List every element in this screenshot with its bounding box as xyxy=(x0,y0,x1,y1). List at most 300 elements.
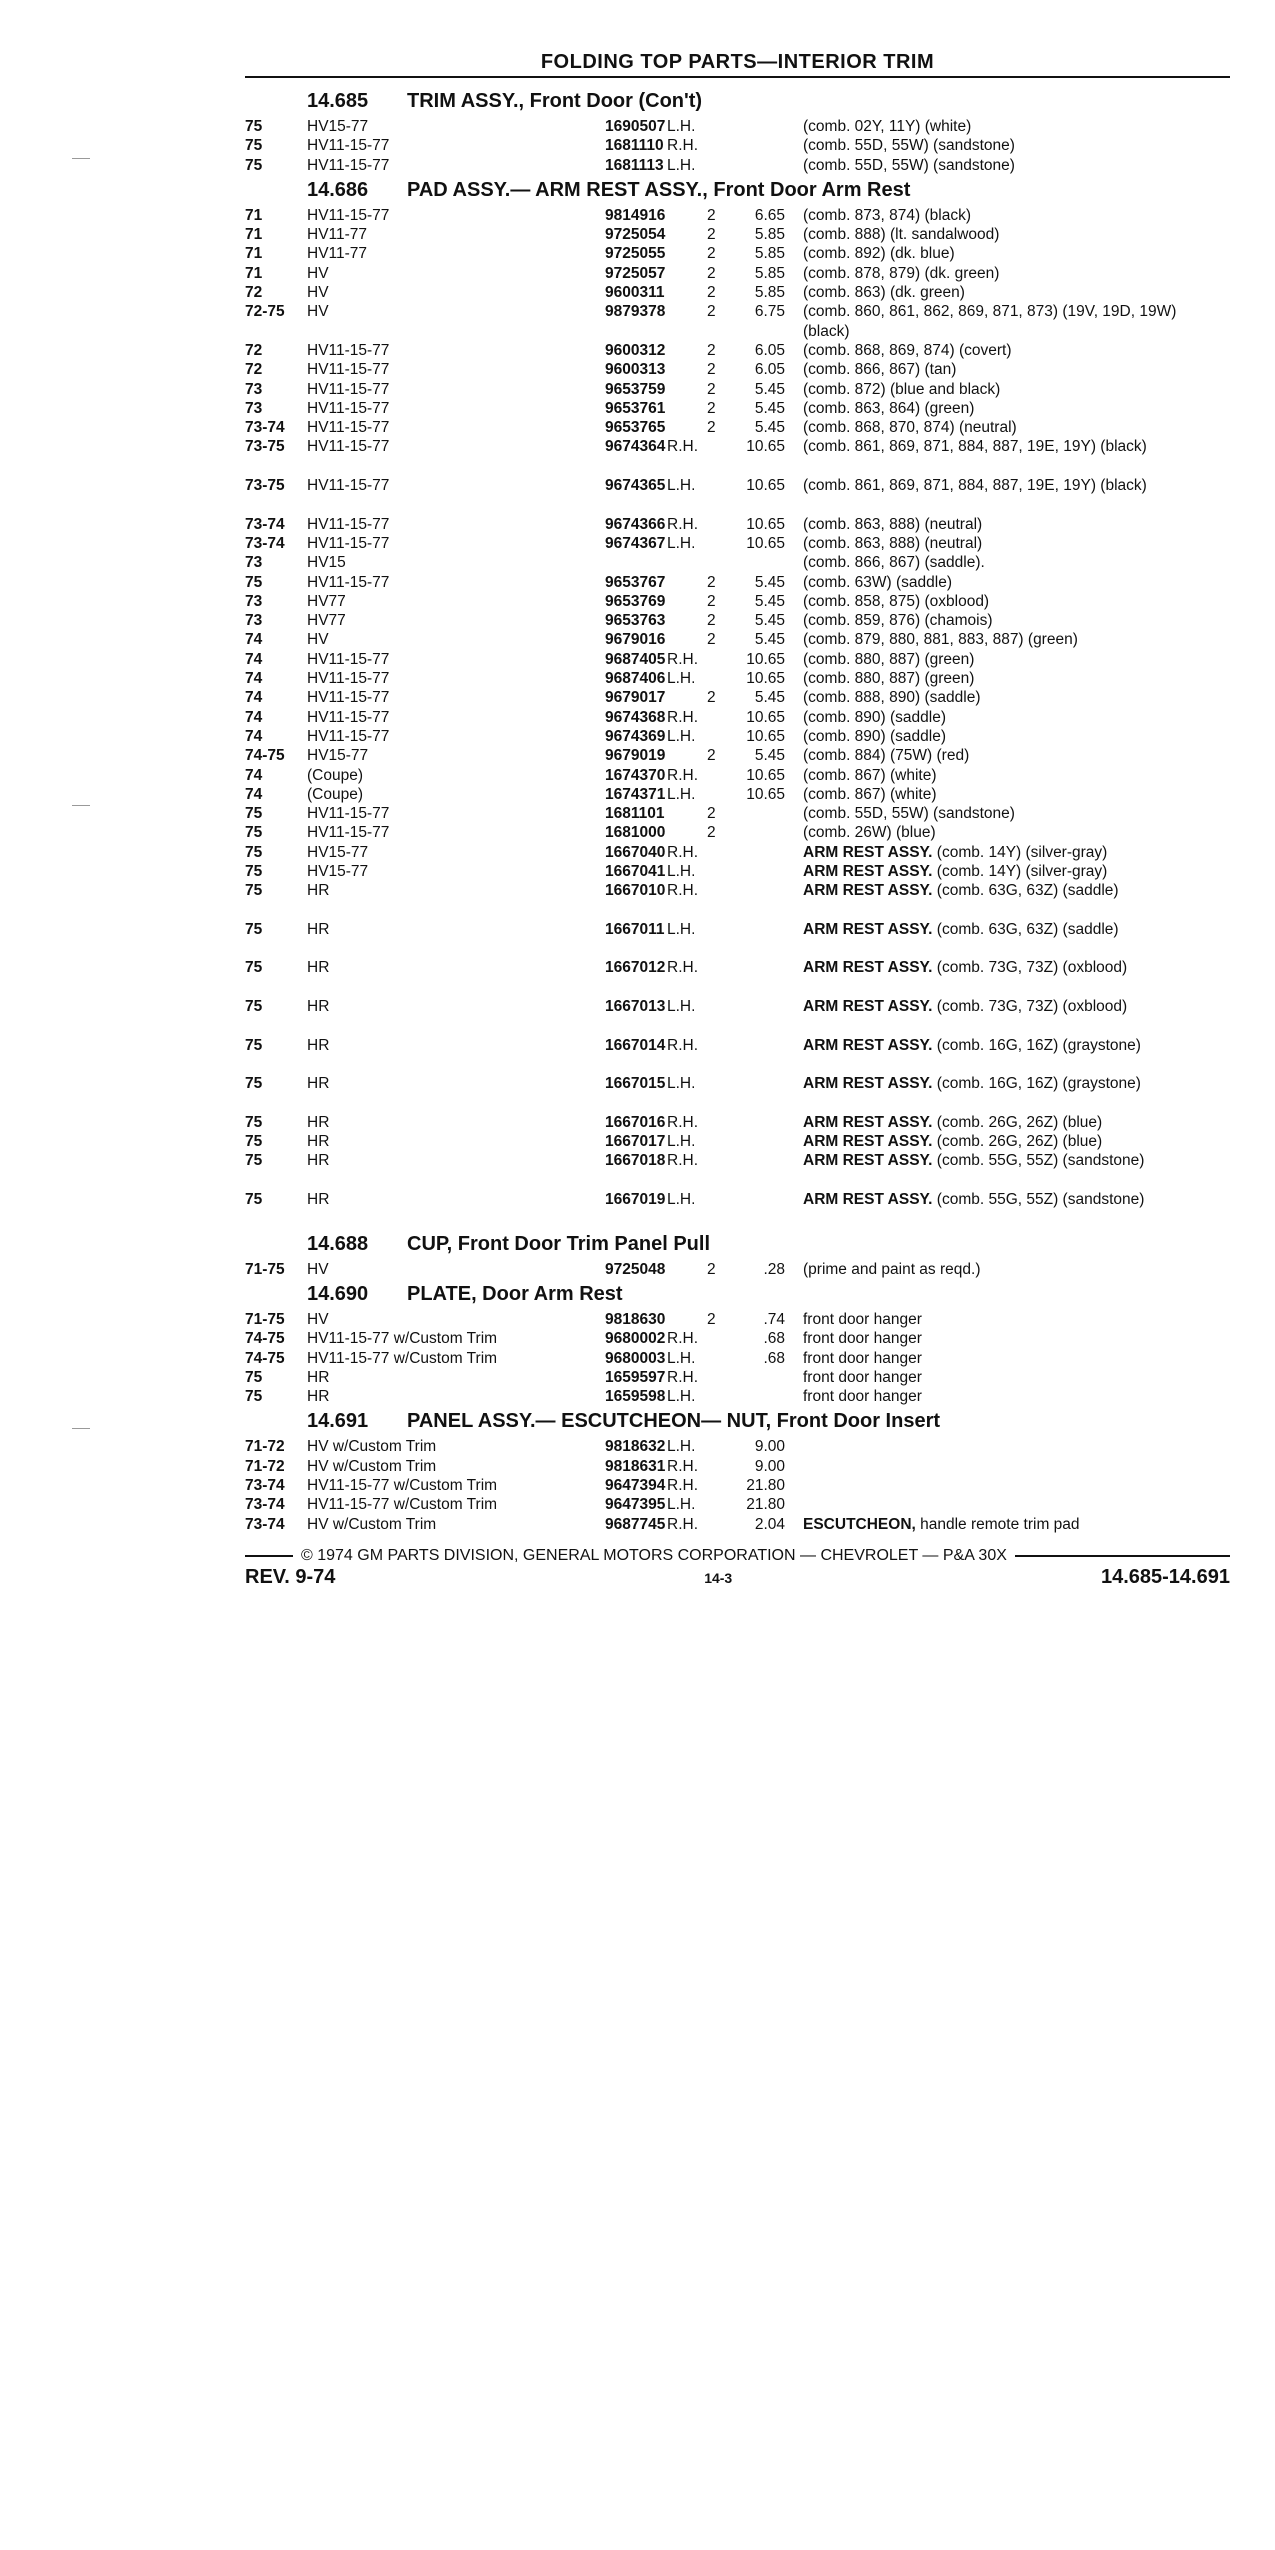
model-year: 75 xyxy=(245,1075,263,1093)
price xyxy=(731,1113,785,1132)
emphasis-text: ARM REST ASSY. xyxy=(803,843,933,861)
model-text: HV77 xyxy=(307,612,350,629)
part-row xyxy=(245,650,1230,669)
part-number: 1667011 xyxy=(605,920,665,938)
part-row xyxy=(245,1151,1230,1190)
model-code xyxy=(307,206,605,225)
part-number: 9818632 xyxy=(605,1438,666,1456)
part-row xyxy=(245,244,1230,263)
description xyxy=(803,117,1230,136)
model-year: 71 xyxy=(245,206,263,224)
quantity xyxy=(707,117,731,136)
side-label: R.H. xyxy=(667,1457,698,1475)
part-number: 1674371 xyxy=(605,785,666,803)
model-year: 71-75 xyxy=(245,1260,285,1278)
price: 6.05 xyxy=(754,361,785,379)
model-year: 71-75 xyxy=(245,1310,285,1328)
description-text: (comb. 863) (dk. green) xyxy=(803,284,969,301)
margin-mark-mid xyxy=(72,805,90,806)
emphasis-text: ARM REST ASSY. xyxy=(803,1036,933,1054)
part-row xyxy=(245,302,1230,341)
model-year: 72 xyxy=(245,284,263,302)
description-text: ARM REST ASSY. (comb. 63G, 63Z) (saddle) xyxy=(803,921,1123,938)
description-text: (comb. 880, 887) (green) xyxy=(803,651,978,668)
description xyxy=(803,399,1230,418)
price: 10.65 xyxy=(746,477,785,495)
model-year: 74 xyxy=(245,708,263,726)
part-number: 9653767 xyxy=(605,573,666,591)
model-code xyxy=(307,688,605,707)
price xyxy=(731,862,785,881)
emphasis-text: ARM REST ASSY. xyxy=(803,862,933,880)
part-row xyxy=(245,630,1230,649)
part-number: 9674364 xyxy=(605,438,666,456)
side-label: R.H. xyxy=(667,1113,698,1131)
description-text: ARM REST ASSY. (comb. 14Y) (silver-gray) xyxy=(803,863,1111,880)
description-text: ARM REST ASSY. (comb. 26G, 26Z) (blue) xyxy=(803,1133,1106,1150)
model-text: HV11-15-77 xyxy=(307,689,393,706)
quantity: 2 xyxy=(707,361,716,379)
quantity xyxy=(707,708,731,727)
part-number: 1667016 xyxy=(605,1113,666,1131)
quantity xyxy=(707,156,731,175)
model-text: HV11-15-77 xyxy=(307,400,393,417)
model-code xyxy=(307,785,605,804)
model-text: HV15-77 xyxy=(307,863,372,880)
description-text: front door hanger xyxy=(803,1330,926,1347)
description xyxy=(803,1476,1230,1495)
description-text: (comb. 859, 876) (chamois) xyxy=(803,612,997,629)
model-text: HV11-15-77 xyxy=(307,824,393,841)
part-number: 9725054 xyxy=(605,226,666,244)
description-text: front door hanger xyxy=(803,1350,926,1367)
model-year: 74 xyxy=(245,631,263,649)
price: .68 xyxy=(763,1330,785,1348)
model-year: 75 xyxy=(245,862,263,880)
model-text: HR xyxy=(307,1369,333,1386)
quantity xyxy=(707,476,731,515)
page-title: FOLDING TOP PARTS—INTERIOR TRIM xyxy=(540,51,935,73)
part-number: 9674366 xyxy=(605,515,666,533)
price xyxy=(731,1074,785,1113)
side-label: L.H. xyxy=(667,477,696,495)
header-rule xyxy=(245,76,1230,78)
description xyxy=(803,746,1230,765)
side-label: L.H. xyxy=(667,534,696,552)
side-label: L.H. xyxy=(667,118,696,135)
part-row xyxy=(245,1190,1230,1229)
description-text: (comb. 860, 861, 862, 869, 871, 873) (19V, 19D, 19W) (black) xyxy=(803,303,1177,340)
description xyxy=(803,592,1230,611)
side-label: L.H. xyxy=(667,156,696,174)
description xyxy=(803,341,1230,360)
part-row xyxy=(245,206,1230,225)
description xyxy=(803,804,1230,823)
model-code xyxy=(307,264,605,283)
part-number: 9653761 xyxy=(605,399,666,417)
description xyxy=(803,534,1230,553)
quantity: 2 xyxy=(707,419,716,437)
part-row xyxy=(245,437,1230,476)
price: 6.75 xyxy=(754,303,785,321)
description-text: (comb. 888, 890) (saddle) xyxy=(803,689,984,706)
price xyxy=(731,1151,785,1190)
part-number: 9725055 xyxy=(605,245,666,263)
quantity xyxy=(707,1437,731,1456)
description-text: ARM REST ASSY. (comb. 26G, 26Z) (blue) xyxy=(803,1114,1106,1131)
model-code xyxy=(307,669,605,688)
model-year: 74-75 xyxy=(245,1330,285,1348)
quantity: 2 xyxy=(707,824,716,842)
description xyxy=(803,283,1230,302)
model-year: 71 xyxy=(245,264,263,282)
part-number: 1681000 xyxy=(605,824,666,842)
section-title: PLATE, Door Arm Rest xyxy=(407,1282,623,1305)
price xyxy=(731,823,785,842)
description xyxy=(803,360,1230,379)
model-code xyxy=(307,1349,605,1368)
quantity xyxy=(707,650,731,669)
side-label: L.H. xyxy=(667,998,696,1016)
price xyxy=(731,881,785,920)
quantity xyxy=(707,766,731,785)
model-code xyxy=(307,573,605,592)
description-text: (comb. 867) (white) xyxy=(803,767,941,784)
description-text: ARM REST ASSY. (comb. 63G, 63Z) (saddle) xyxy=(803,882,1123,899)
model-code xyxy=(307,136,605,155)
quantity xyxy=(707,1476,731,1495)
description xyxy=(803,1495,1230,1514)
quantity xyxy=(707,862,731,881)
description xyxy=(803,1074,1230,1113)
model-year: 73-74 xyxy=(245,1477,285,1494)
model-text: HV xyxy=(307,265,333,282)
model-year: 74 xyxy=(245,670,263,688)
price xyxy=(731,117,785,136)
part-number: 9879378 xyxy=(605,303,666,321)
description xyxy=(803,1260,1230,1279)
side-label: L.H. xyxy=(667,1388,696,1406)
side-label xyxy=(667,264,707,283)
model-text: HV77 xyxy=(307,593,350,610)
description-text: (comb. 26W) (blue) xyxy=(803,824,940,841)
model-year: 71-72 xyxy=(245,1457,285,1475)
model-year: 74 xyxy=(245,689,263,707)
part-row xyxy=(245,997,1230,1036)
emphasis-text: ARM REST ASSY. xyxy=(803,1152,933,1170)
part-row xyxy=(245,1437,1230,1456)
quantity xyxy=(707,1151,731,1190)
part-number: 9679019 xyxy=(605,747,666,765)
price xyxy=(731,1387,785,1406)
description xyxy=(803,630,1230,649)
quantity xyxy=(707,1074,731,1113)
quantity xyxy=(707,997,731,1036)
part-number: 9653763 xyxy=(605,612,666,630)
description-text: (comb. 879, 880, 881, 883, 887) (green) xyxy=(803,631,1082,648)
quantity xyxy=(707,669,731,688)
model-year: 73-75 xyxy=(245,477,285,495)
price xyxy=(731,1132,785,1151)
model-text: HV xyxy=(307,1261,333,1278)
description xyxy=(803,1132,1230,1151)
model-text: HV xyxy=(307,1311,333,1328)
model-year: 75 xyxy=(245,843,263,861)
side-label xyxy=(667,630,707,649)
emphasis-text: ARM REST ASSY. xyxy=(803,1075,933,1093)
model-code xyxy=(307,156,605,175)
part-number: 1667013 xyxy=(605,998,666,1016)
quantity xyxy=(707,1036,731,1075)
description-text: (comb. 55D, 55W) (sandstone) xyxy=(803,137,1019,154)
part-number: 9818631 xyxy=(605,1457,666,1475)
section-title: PANEL ASSY.— ESCUTCHEON— NUT, Front Door Insert xyxy=(407,1410,941,1433)
emphasis-text: ARM REST ASSY. xyxy=(803,998,933,1016)
price: 5.45 xyxy=(754,592,785,610)
quantity xyxy=(707,437,731,476)
side-label xyxy=(667,418,707,437)
model-code xyxy=(307,117,605,136)
part-row xyxy=(245,1113,1230,1132)
model-code xyxy=(307,1437,605,1456)
emphasis-text: ARM REST ASSY. xyxy=(803,959,933,977)
side-label: R.H. xyxy=(667,843,698,861)
description xyxy=(803,244,1230,263)
section-number: 14.690 xyxy=(307,1282,369,1305)
model-text: HV11-15-77 xyxy=(307,477,393,494)
side-label: L.H. xyxy=(667,1075,696,1093)
model-code xyxy=(307,515,605,534)
part-row xyxy=(245,399,1230,418)
description-text: (comb. 868, 869, 874) (covert) xyxy=(803,342,1016,359)
part-number: 1659597 xyxy=(605,1368,666,1386)
model-text: HV11-15-77 xyxy=(307,137,393,154)
side-label xyxy=(667,553,707,572)
model-year: 73-74 xyxy=(245,1515,285,1533)
page-number: 14-3 xyxy=(704,1569,733,1586)
part-number: 9647395 xyxy=(605,1496,666,1514)
model-year: 75 xyxy=(245,1388,263,1406)
part-row xyxy=(245,958,1230,997)
part-number: 9600312 xyxy=(605,341,666,359)
description xyxy=(803,418,1230,437)
description xyxy=(803,1190,1230,1229)
model-code xyxy=(307,1036,605,1075)
part-row xyxy=(245,264,1230,283)
side-label: R.H. xyxy=(667,1515,698,1533)
model-text: HR xyxy=(307,921,333,938)
part-number: 9653769 xyxy=(605,592,666,610)
model-code xyxy=(307,630,605,649)
part-number: 9725057 xyxy=(605,264,666,282)
part-row xyxy=(245,418,1230,437)
description xyxy=(803,264,1230,283)
model-text: HV11-15-77 xyxy=(307,728,393,745)
part-row xyxy=(245,708,1230,727)
price: 5.45 xyxy=(754,419,785,437)
part-number: 1681113 xyxy=(605,156,664,174)
model-year: 72 xyxy=(245,341,263,359)
part-row xyxy=(245,360,1230,379)
part-number: 9814916 xyxy=(605,206,666,224)
part-row xyxy=(245,1495,1230,1514)
description-text: (comb. 861, 869, 871, 884, 887, 19E, 19Y) (black) xyxy=(803,438,1151,455)
description xyxy=(803,688,1230,707)
model-code xyxy=(307,843,605,862)
quantity xyxy=(707,785,731,804)
side-label: R.H. xyxy=(667,650,698,668)
description xyxy=(803,380,1230,399)
side-label: R.H. xyxy=(667,882,698,900)
quantity: 2 xyxy=(707,380,716,398)
description xyxy=(803,573,1230,592)
quantity: 2 xyxy=(707,805,716,823)
model-text: HV11-15-77 xyxy=(307,709,393,726)
part-row xyxy=(245,1457,1230,1476)
part-row xyxy=(245,1260,1230,1279)
description-text: (comb. 890) (saddle) xyxy=(803,709,950,726)
price: 21.80 xyxy=(746,1477,785,1494)
description xyxy=(803,785,1230,804)
side-label: R.H. xyxy=(667,1368,698,1386)
quantity xyxy=(707,727,731,746)
model-year: 74-75 xyxy=(245,1349,285,1367)
description-text: ARM REST ASSY. (comb. 55G, 55Z) (sandstone) xyxy=(803,1152,1148,1169)
part-number: 9679017 xyxy=(605,689,666,707)
model-text: HV11-15-77 xyxy=(307,157,393,174)
model-text: HV11-15-77 xyxy=(307,516,393,533)
part-row xyxy=(245,785,1230,804)
quantity xyxy=(707,1329,731,1348)
quantity: 2 xyxy=(707,747,716,765)
quantity: 2 xyxy=(707,1260,716,1278)
price: 5.45 xyxy=(754,747,785,765)
part-row xyxy=(245,341,1230,360)
description-text: ARM REST ASSY. (comb. 55G, 55Z) (sandstone) xyxy=(803,1191,1148,1208)
price xyxy=(731,997,785,1036)
price: 6.65 xyxy=(754,206,785,224)
description xyxy=(803,708,1230,727)
side-label: L.H. xyxy=(667,1496,696,1514)
description xyxy=(803,515,1230,534)
side-label: L.H. xyxy=(667,670,696,688)
part-number: 9680003 xyxy=(605,1349,666,1367)
part-row xyxy=(245,225,1230,244)
side-label: R.H. xyxy=(667,438,698,456)
part-row xyxy=(245,136,1230,155)
description xyxy=(803,437,1230,476)
side-label: L.H. xyxy=(667,862,696,880)
description xyxy=(803,1368,1230,1387)
side-label: L.H. xyxy=(667,727,696,745)
quantity: 2 xyxy=(707,206,716,224)
model-text: HR xyxy=(307,998,333,1015)
model-text: HV11-77 xyxy=(307,245,371,262)
side-label: L.H. xyxy=(667,1133,696,1151)
part-row xyxy=(245,553,1230,572)
model-code xyxy=(307,1151,605,1190)
price: 5.45 xyxy=(754,573,785,591)
quantity xyxy=(707,1387,731,1406)
price xyxy=(731,958,785,997)
section-heading xyxy=(245,175,1230,206)
copyright-text: © 1974 GM PARTS DIVISION, GENERAL MOTORS CORPORATION — CHEVROLET — P&A 30X xyxy=(301,1546,1007,1564)
part-row xyxy=(245,1329,1230,1348)
part-row xyxy=(245,1036,1230,1075)
description xyxy=(803,669,1230,688)
price xyxy=(731,1368,785,1387)
model-year: 74 xyxy=(245,785,263,803)
description-text: (comb. 63W) (saddle) xyxy=(803,574,956,591)
quantity: 2 xyxy=(707,399,716,417)
footer-bottom-line xyxy=(245,1566,1230,1589)
price: .68 xyxy=(763,1349,785,1367)
description-text: (comb. 863, 864) (green) xyxy=(803,400,978,417)
description xyxy=(803,1437,1230,1456)
model-year: 73 xyxy=(245,380,263,398)
description-text: ARM REST ASSY. (comb. 16G, 16Z) (graystone) xyxy=(803,1075,1145,1092)
margin-mark-top xyxy=(72,158,90,159)
model-text: HR xyxy=(307,959,333,976)
part-row xyxy=(245,669,1230,688)
description-text: (comb. 866, 867) (saddle). xyxy=(803,554,989,571)
description xyxy=(803,766,1230,785)
description-text: ARM REST ASSY. (comb. 14Y) (silver-gray) xyxy=(803,844,1111,861)
model-code xyxy=(307,1368,605,1387)
part-row xyxy=(245,1074,1230,1113)
description-text: (comb. 55D, 55W) (sandstone) xyxy=(803,805,1019,822)
model-text: HV11-15-77 xyxy=(307,381,393,398)
model-text: (Coupe) xyxy=(307,786,367,803)
side-label xyxy=(667,804,707,823)
description xyxy=(803,862,1230,881)
description-text: (comb. 02Y, 11Y) (white) xyxy=(803,118,975,135)
part-number: 9679016 xyxy=(605,631,666,649)
part-row xyxy=(245,515,1230,534)
model-text: HV xyxy=(307,284,333,301)
model-text: HV11-77 xyxy=(307,226,371,243)
description-text: (comb. 863, 888) (neutral) xyxy=(803,535,986,552)
model-year: 75 xyxy=(245,573,263,591)
model-year: 74 xyxy=(245,650,263,668)
model-code xyxy=(307,1329,605,1348)
side-label xyxy=(667,380,707,399)
model-code xyxy=(307,302,605,341)
model-year: 73-74 xyxy=(245,515,285,533)
part-row xyxy=(245,611,1230,630)
part-number: 1667041 xyxy=(605,862,666,880)
side-label xyxy=(667,592,707,611)
part-number: 1659598 xyxy=(605,1388,666,1406)
part-number: 9725048 xyxy=(605,1260,666,1278)
part-row xyxy=(245,843,1230,862)
description-text: ESCUTCHEON, handle remote trim pad xyxy=(803,1516,1084,1533)
part-row xyxy=(245,534,1230,553)
model-code xyxy=(307,244,605,263)
part-number xyxy=(605,553,667,572)
description-text: (comb. 866, 867) (tan) xyxy=(803,361,960,378)
side-label: R.H. xyxy=(667,1330,698,1348)
side-label: R.H. xyxy=(667,137,698,155)
model-code xyxy=(307,1495,605,1514)
part-row xyxy=(245,117,1230,136)
description xyxy=(803,1515,1230,1534)
part-row xyxy=(245,1368,1230,1387)
part-row xyxy=(245,727,1230,746)
copyright-line xyxy=(245,1546,1230,1566)
price xyxy=(731,553,785,572)
model-text: HV xyxy=(307,303,333,320)
